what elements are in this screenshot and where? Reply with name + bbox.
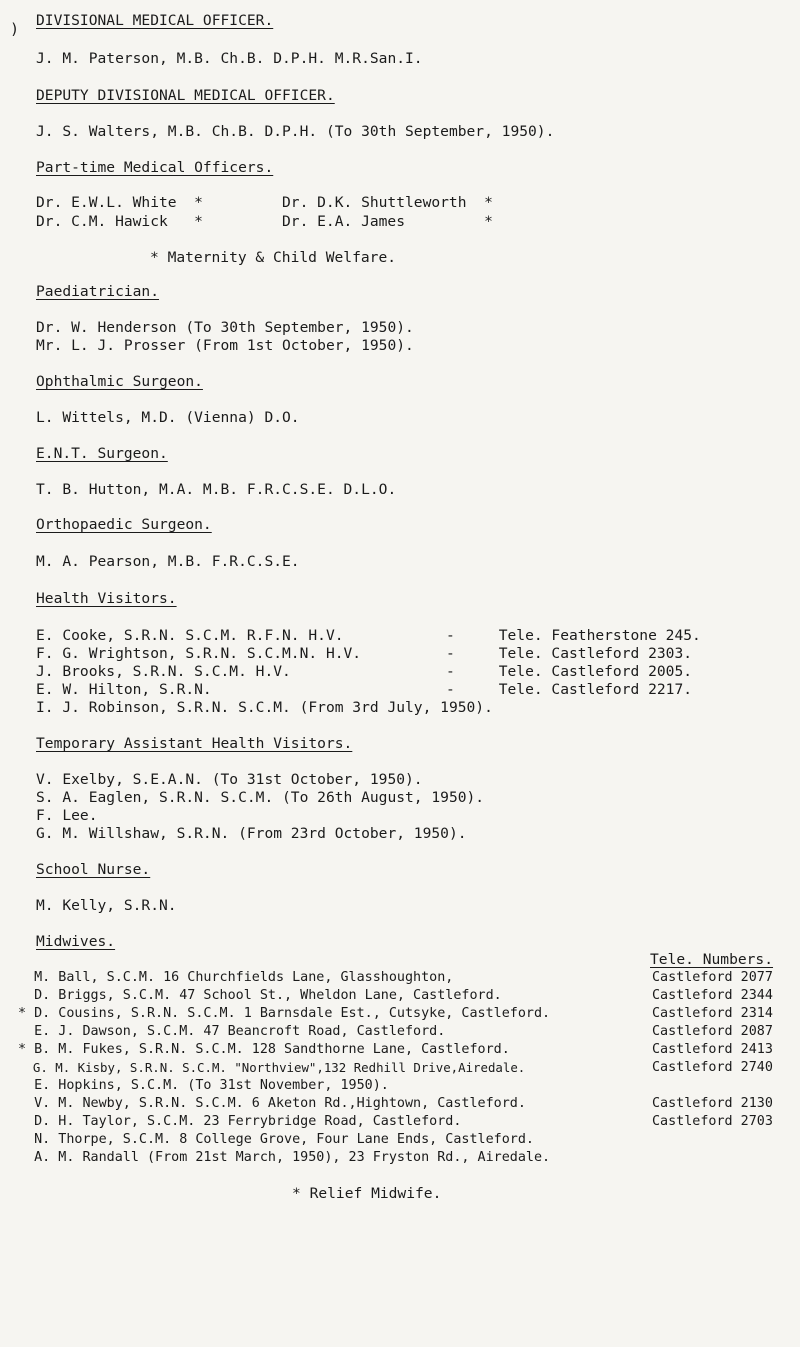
midwife-row: D. H. Taylor, S.C.M. 23 Ferrybridge Road, Castleford.	[18, 1114, 462, 1129]
hv-tele: - Tele. Featherstone 245.	[446, 627, 701, 644]
midwife-tele: Castleford 2703	[652, 1114, 773, 1129]
hv-tele: - Tele. Castleford 2005.	[446, 663, 693, 680]
tahv-row: S. A. Eaglen, S.R.N. S.C.M. (To 26th August, 1950).	[36, 789, 485, 806]
hv-row: J. Brooks, S.R.N. S.C.M. H.V.	[36, 663, 291, 680]
hv-heading: Health Visitors.	[36, 590, 177, 607]
midwife-tele: Castleford 2314	[652, 1006, 773, 1021]
margin-bracket: )	[10, 20, 20, 38]
midwife-row: * B. M. Fukes, S.R.N. S.C.M. 128 Sandthorne Lane, Castleford.	[18, 1042, 510, 1057]
midwife-tele: Castleford 2087	[652, 1024, 773, 1039]
midwife-tele: Castleford 2413	[652, 1042, 773, 1057]
ent-heading: E.N.T. Surgeon.	[36, 445, 168, 462]
hv-row-last: I. J. Robinson, S.R.N. S.C.M. (From 3rd July, 1950).	[36, 699, 493, 716]
hv-tele: - Tele. Castleford 2217.	[446, 681, 693, 698]
midwife-row: E. J. Dawson, S.C.M. 47 Beancroft Road, Castleford.	[18, 1024, 446, 1039]
midwife-row: N. Thorpe, S.C.M. 8 College Grove, Four Lane Ends, Castleford.	[18, 1132, 534, 1147]
hv-row: F. G. Wrightson, S.R.N. S.C.M.N. H.V.	[36, 645, 362, 662]
midwife-tele: Castleford 2344	[652, 988, 773, 1003]
oph-heading: Ophthalmic Surgeon.	[36, 373, 203, 390]
ent-line: T. B. Hutton, M.A. M.B. F.R.C.S.E. D.L.O.	[36, 481, 397, 498]
deputy-heading: DEPUTY DIVISIONAL MEDICAL OFFICER.	[36, 87, 335, 104]
school-heading: School Nurse.	[36, 861, 151, 878]
parttime-row1-right: Dr. D.K. Shuttleworth *	[282, 194, 493, 211]
midwife-row: A. M. Randall (From 21st March, 1950), 23 Fryston Rd., Airedale.	[18, 1150, 551, 1165]
oph-line: L. Wittels, M.D. (Vienna) D.O.	[36, 409, 300, 426]
paed-line-1: Dr. W. Henderson (To 30th September, 1950).	[36, 319, 414, 336]
midwife-row: V. M. Newby, S.R.N. S.C.M. 6 Aketon Rd.,Hightown, Castleford.	[18, 1096, 526, 1111]
mw-tele-heading: Tele. Numbers.	[650, 951, 774, 968]
tahv-row: G. M. Willshaw, S.R.N. (From 23rd October, 1950).	[36, 825, 467, 842]
parttime-row1-left: Dr. E.W.L. White *	[36, 194, 203, 211]
ortho-line: M. A. Pearson, M.B. F.R.C.S.E.	[36, 553, 300, 570]
paed-heading: Paediatrician.	[36, 283, 160, 300]
parttime-heading: Part-time Medical Officers.	[36, 159, 274, 176]
footnote: * Relief Midwife.	[292, 1185, 442, 1202]
parttime-row2-right: Dr. E.A. James *	[282, 213, 493, 230]
midwife-row: E. Hopkins, S.C.M. (To 31st November, 1950).	[18, 1078, 389, 1093]
tahv-row: F. Lee.	[36, 807, 98, 824]
dmo-name: J. M. Paterson, M.B. Ch.B. D.P.H. M.R.San.I.	[36, 50, 423, 67]
school-line: M. Kelly, S.R.N.	[36, 897, 177, 914]
midwife-row: * D. Cousins, S.R.N. S.C.M. 1 Barnsdale Est., Cutsyke, Castleford.	[18, 1006, 551, 1021]
hv-row: E. W. Hilton, S.R.N.	[36, 681, 212, 698]
tahv-row: V. Exelby, S.E.A.N. (To 31st October, 1950).	[36, 771, 423, 788]
hv-tele: - Tele. Castleford 2303.	[446, 645, 693, 662]
mw-heading: Midwives.	[36, 933, 116, 950]
deputy-name: J. S. Walters, M.B. Ch.B. D.P.H. (To 30th September, 1950).	[36, 123, 555, 140]
midwife-tele: Castleford 2130	[652, 1096, 773, 1111]
midwife-row: M. Ball, S.C.M. 16 Churchfields Lane, Glasshoughton,	[18, 970, 454, 985]
dmo-heading: DIVISIONAL MEDICAL OFFICER.	[36, 12, 274, 29]
midwife-row: G. M. Kisby, S.R.N. S.C.M. "Northview",132 Redhill Drive,Airedale.	[18, 1060, 526, 1075]
paed-line-2: Mr. L. J. Prosser (From 1st October, 1950).	[36, 337, 414, 354]
parttime-note: * Maternity & Child Welfare.	[150, 249, 397, 266]
parttime-row2-left: Dr. C.M. Hawick *	[36, 213, 203, 230]
tahv-heading: Temporary Assistant Health Visitors.	[36, 735, 353, 752]
midwife-tele: Castleford 2740	[652, 1060, 773, 1075]
hv-row: E. Cooke, S.R.N. S.C.M. R.F.N. H.V.	[36, 627, 344, 644]
midwife-row: D. Briggs, S.C.M. 47 School St., Wheldon Lane, Castleford.	[18, 988, 502, 1003]
midwife-tele: Castleford 2077	[652, 970, 773, 985]
ortho-heading: Orthopaedic Surgeon.	[36, 516, 212, 533]
